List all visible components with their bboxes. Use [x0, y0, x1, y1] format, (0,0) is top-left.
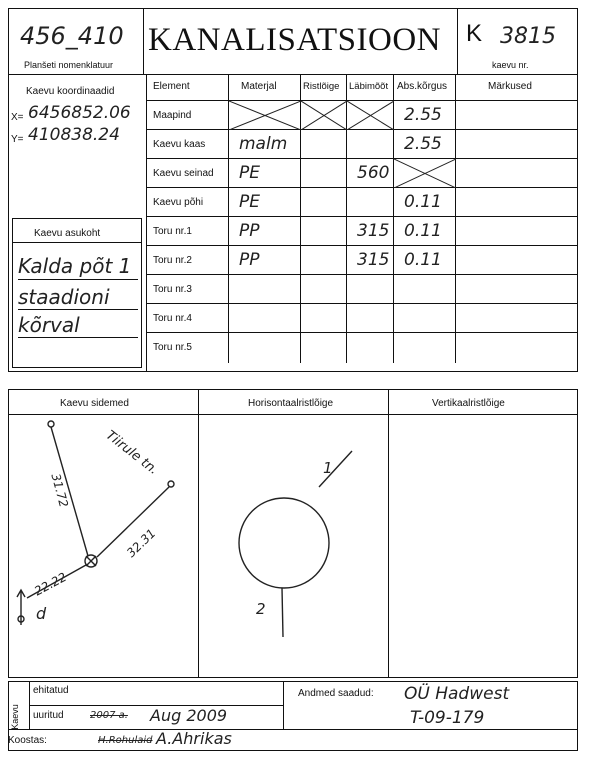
cell-element — [147, 188, 229, 217]
cell-material — [229, 130, 301, 159]
cell-abs-height — [394, 188, 456, 217]
location-label: Kaevu asukoht — [34, 228, 101, 239]
element-table — [147, 74, 578, 372]
cell-notes — [456, 333, 578, 363]
crossed-out-mark — [394, 159, 456, 188]
page-title: KANALISATSIOON — [148, 22, 441, 58]
cell-element — [147, 333, 229, 363]
element-value: Toru nr.3 — [153, 284, 192, 295]
cell-diameter — [347, 101, 394, 130]
well-number: 3815 — [500, 24, 556, 49]
author-value: A.Ahrikas — [156, 729, 232, 748]
location-line-3: kõrval — [18, 313, 80, 337]
cell-diameter — [347, 159, 394, 188]
data-source-number: T-09-179 — [410, 708, 485, 728]
connections-sketch — [9, 415, 198, 677]
surveyed-value: Aug 2009 — [150, 706, 228, 725]
pipe-2-line — [282, 588, 283, 637]
surveyed-label: uuritud — [33, 710, 64, 721]
cell-element — [147, 130, 229, 159]
cell-cross-section — [301, 217, 347, 246]
cell-abs-height — [394, 304, 456, 333]
end-point-north — [48, 421, 54, 427]
abs-height-value: 0.11 — [404, 192, 442, 212]
location-line-2: staadioni — [18, 285, 110, 309]
crossed-out-mark — [301, 101, 347, 130]
cell-notes — [456, 101, 578, 130]
author-struck: H.Rohulaid — [98, 735, 153, 746]
cell-notes — [456, 275, 578, 304]
crossed-out-mark — [347, 101, 394, 130]
cell-cross-section — [301, 101, 347, 130]
x-value: 6456852.06 — [28, 103, 131, 123]
dimension-southwest: 22.22 — [32, 569, 69, 599]
cell-diameter — [347, 246, 394, 275]
cell-element — [147, 159, 229, 188]
cell-abs-height — [394, 159, 456, 188]
sheet-number: 456_410 — [20, 22, 124, 50]
cell-material — [229, 304, 301, 333]
diameter-value: 315 — [357, 221, 390, 241]
cell-diameter — [347, 130, 394, 159]
cell-material — [229, 188, 301, 217]
cell-diameter — [347, 333, 394, 363]
built-label: ehitatud — [33, 685, 69, 696]
col-header-element: Element — [153, 81, 190, 92]
cell-element — [147, 217, 229, 246]
cell-material — [229, 159, 301, 188]
cell-cross-section — [301, 275, 347, 304]
material-value: PP — [239, 221, 260, 241]
cell-material — [229, 246, 301, 275]
cell-element — [147, 275, 229, 304]
cell-diameter — [347, 188, 394, 217]
col-header-notes: Märkused — [488, 81, 532, 92]
data-source-company: OÜ Hadwest — [404, 684, 510, 704]
panel-title-vertical: Vertikaalristlõige — [432, 398, 505, 409]
cell-diameter — [347, 275, 394, 304]
panel-title-connections: Kaevu sidemed — [60, 398, 129, 409]
element-value: Toru nr.4 — [153, 313, 192, 324]
cell-material — [229, 101, 301, 130]
cell-diameter — [347, 304, 394, 333]
cell-cross-section — [301, 246, 347, 275]
panel-title-horizontal: Horisontaalristlõige — [248, 398, 334, 409]
cell-material — [229, 333, 301, 363]
diameter-value: 315 — [357, 250, 390, 270]
element-value: Toru nr.5 — [153, 342, 192, 353]
element-value: Kaevu seinad — [153, 168, 214, 179]
element-value: Toru nr.1 — [153, 226, 192, 237]
cell-material — [229, 217, 301, 246]
cell-element — [147, 246, 229, 275]
dimension-north: 31.72 — [48, 472, 71, 509]
cell-abs-height — [394, 130, 456, 159]
horizontal-section — [199, 415, 388, 677]
cell-cross-section — [301, 188, 347, 217]
col-header-diameter: Läbimõõt — [349, 81, 389, 92]
well-prefix: K — [466, 20, 483, 47]
col-header-abs: Abs.kõrgus — [397, 81, 448, 92]
element-value: Kaevu kaas — [153, 139, 206, 150]
cell-abs-height — [394, 217, 456, 246]
element-value: Toru nr.2 — [153, 255, 192, 266]
cell-notes — [456, 130, 578, 159]
well-label: kaevu nr. — [492, 60, 529, 70]
element-value: Maapind — [153, 110, 192, 121]
dimension-east: 32.31 — [124, 526, 159, 561]
cell-material — [229, 275, 301, 304]
cell-cross-section — [301, 159, 347, 188]
cell-notes — [456, 217, 578, 246]
cell-diameter — [347, 217, 394, 246]
y-value: 410838.24 — [28, 125, 120, 145]
data-source-label: Andmed saadud: — [298, 688, 374, 699]
crossed-out-mark — [229, 101, 301, 130]
coordinates-label: Kaevu koordinaadid — [26, 86, 115, 97]
abs-height-value: 0.11 — [404, 250, 442, 270]
cell-abs-height — [394, 333, 456, 363]
reference-point-label: d — [36, 604, 47, 623]
col-header-material: Materjal — [241, 81, 277, 92]
cell-abs-height — [394, 246, 456, 275]
street-label: Tiirule tn. — [102, 428, 161, 478]
sheet-label: Planšeti nomenklatuur — [24, 60, 114, 70]
author-label: Koostas: — [8, 735, 47, 746]
surveyed-struck: 2007 a. — [90, 710, 128, 721]
cell-notes — [456, 304, 578, 333]
cell-notes — [456, 159, 578, 188]
cell-element — [147, 304, 229, 333]
cell-abs-height — [394, 275, 456, 304]
material-value: PE — [239, 163, 260, 183]
element-value: Kaevu põhi — [153, 197, 204, 208]
x-label: X= — [11, 112, 24, 123]
cell-cross-section — [301, 304, 347, 333]
cell-notes — [456, 246, 578, 275]
well-circle — [239, 498, 329, 588]
end-point-east — [168, 481, 174, 487]
abs-height-value: 0.11 — [404, 221, 442, 241]
y-label: Y= — [11, 134, 24, 145]
cell-abs-height — [394, 101, 456, 130]
pipe-2-label: 2 — [256, 600, 266, 618]
cell-cross-section — [301, 333, 347, 363]
cell-cross-section — [301, 130, 347, 159]
diameter-value: 560 — [357, 163, 390, 183]
material-value: malm — [239, 134, 288, 154]
location-line-1: Kalda põt 1 — [18, 254, 132, 278]
material-value: PP — [239, 250, 260, 270]
abs-height-value: 2.55 — [404, 105, 442, 125]
abs-height-value: 2.55 — [404, 134, 442, 154]
cell-element — [147, 101, 229, 130]
cell-notes — [456, 188, 578, 217]
material-value: PE — [239, 192, 260, 212]
side-label: Kaevu — [9, 704, 20, 730]
pipe-1-label: 1 — [323, 459, 333, 477]
col-header-cross: Ristlõige — [303, 81, 340, 92]
